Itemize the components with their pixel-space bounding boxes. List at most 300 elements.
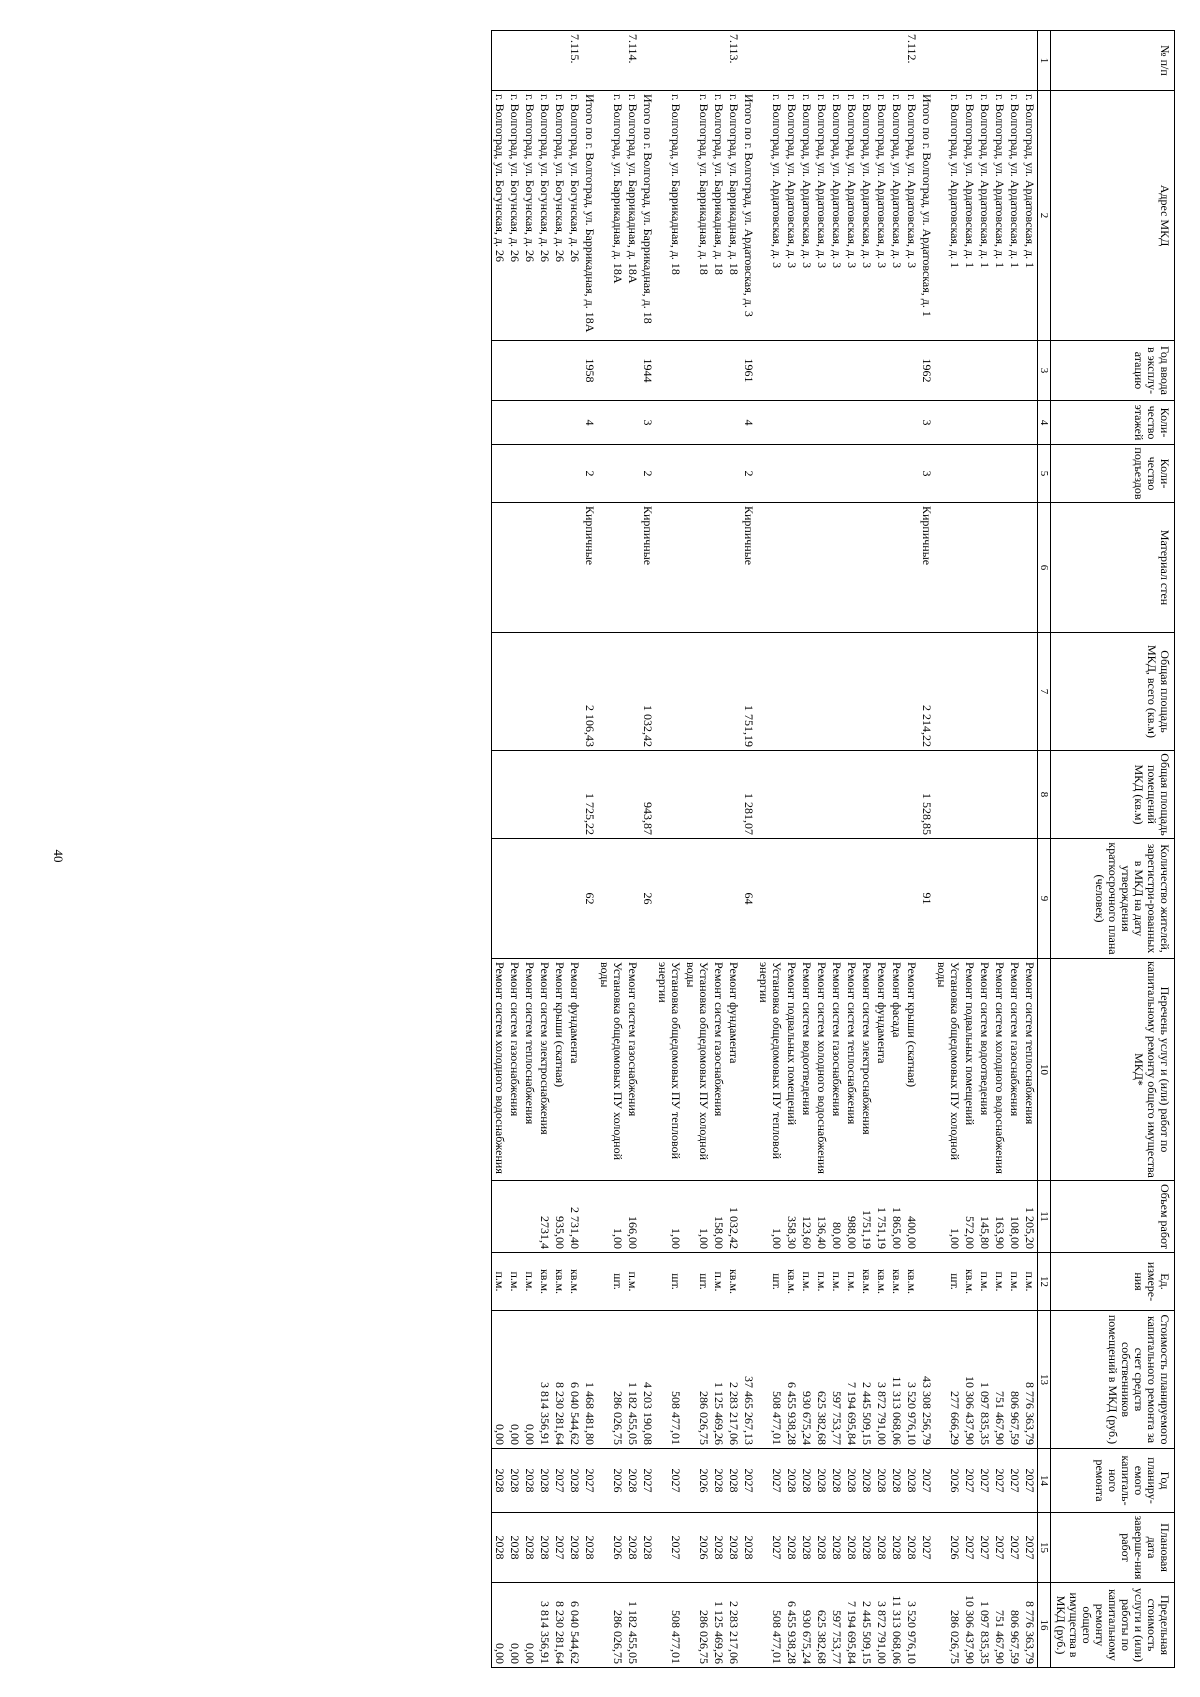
- table-cell: 1 751,19: [741, 633, 756, 751]
- table-cell: [977, 445, 992, 503]
- table-cell: [1007, 751, 1022, 839]
- table-cell: [597, 839, 625, 959]
- table-cell: [567, 445, 582, 503]
- table-cell: 3 814 356,91: [537, 1311, 552, 1449]
- table-cell: [597, 503, 625, 633]
- table-cell: [799, 503, 814, 633]
- table-cell: [567, 503, 582, 633]
- table-cell: [597, 751, 625, 839]
- table-cell: 2028: [492, 1449, 508, 1513]
- table-cell: Установка общедомовых ПУ холодной воды: [597, 959, 625, 1181]
- table-cell: г. Волгоград, ул. Ардатовская, д. 3: [904, 91, 919, 341]
- table-cell: [741, 959, 756, 1181]
- table-cell: Кирпичные: [741, 503, 756, 633]
- column-header-7: Общая площадь МКД, всего (кв.м): [1051, 633, 1175, 751]
- table-cell: 11 313 068,06: [889, 1583, 904, 1668]
- table-cell: [814, 503, 829, 633]
- table-cell: 3 872 791,00: [874, 1311, 889, 1449]
- table-cell: 7.114.: [625, 31, 640, 91]
- table-cell: Ремонт подвальных помещений: [784, 959, 799, 1181]
- table-cell: кв.м.: [567, 1253, 582, 1311]
- table-cell: [874, 503, 889, 633]
- column-header-16: Предельная стоимость услуги и (или) работы по капитальному ремонту общего имущества в МКД (руб.): [1051, 1583, 1175, 1668]
- table-cell: п.м.: [711, 1253, 726, 1311]
- table-cell: [507, 401, 522, 445]
- table-cell: [904, 633, 919, 751]
- table-cell: кв.м.: [874, 1253, 889, 1311]
- table-cell: [784, 503, 799, 633]
- table-cell: [889, 31, 904, 91]
- table-cell: 2028: [741, 1513, 756, 1583]
- table-cell: [683, 503, 711, 633]
- table-cell: шт.: [597, 1253, 625, 1311]
- column-number-16: 16: [1038, 1583, 1051, 1668]
- table-cell: г. Волгоград, ул. Ардатовская, д. 3: [889, 91, 904, 341]
- table-row: [625, 31, 640, 1668]
- table-row: [874, 31, 889, 1668]
- table-cell: 2028: [844, 1449, 859, 1513]
- table-cell: [784, 445, 799, 503]
- table-cell: 1 097 835,35: [977, 1583, 992, 1668]
- table-cell: 145,80: [977, 1181, 992, 1253]
- column-number-12: 12: [1038, 1253, 1051, 1311]
- table-cell: [492, 445, 508, 503]
- table-cell: [726, 401, 741, 445]
- table-row: [1022, 31, 1038, 1668]
- table-cell: 1 725,22: [582, 751, 597, 839]
- table-cell: [726, 751, 741, 839]
- table-cell: [537, 31, 552, 91]
- table-row: [889, 31, 904, 1668]
- table-cell: 2027: [1007, 1513, 1022, 1583]
- table-cell: 4 203 190,08: [640, 1311, 655, 1449]
- table-cell: 1 751,19: [874, 1181, 889, 1253]
- table-cell: [522, 503, 537, 633]
- table-cell: 2027: [741, 1449, 756, 1513]
- table-cell: [625, 839, 640, 959]
- table-cell: [552, 401, 567, 445]
- table-cell: [567, 633, 582, 751]
- table-cell: [537, 633, 552, 751]
- table-cell: 2 445 509,15: [859, 1583, 874, 1668]
- table-cell: [874, 401, 889, 445]
- column-header-8: Общая площадь помещений МКД (кв.м): [1051, 751, 1175, 839]
- table-cell: [597, 401, 625, 445]
- table-cell: [992, 839, 1007, 959]
- table-cell: [625, 341, 640, 401]
- table-cell: 8 776 363,79: [1022, 1311, 1038, 1449]
- table-cell: Ремонт систем холодного водоснабжения: [992, 959, 1007, 1181]
- table-cell: 2 283 217,06: [726, 1311, 741, 1449]
- table-cell: 0,00: [522, 1583, 537, 1668]
- table-cell: 6 040 544,62: [567, 1311, 582, 1449]
- table-cell: 1,00: [934, 1181, 962, 1253]
- table-cell: [829, 401, 844, 445]
- table-cell: Ремонт фундамента: [567, 959, 582, 1181]
- table-cell: [640, 1181, 655, 1253]
- table-row: [683, 31, 711, 1668]
- table-cell: п.м.: [992, 1253, 1007, 1311]
- table-cell: г. Волгоград, ул. Ардатовская, д. 3: [799, 91, 814, 341]
- table-cell: [507, 751, 522, 839]
- table-cell: [683, 839, 711, 959]
- table-cell: [507, 503, 522, 633]
- table-cell: [934, 503, 962, 633]
- table-row: [567, 31, 582, 1668]
- table-cell: [904, 445, 919, 503]
- table-cell: г. Волгоград, ул. Ардатовская, д. 1: [977, 91, 992, 341]
- table-cell: 2028: [799, 1513, 814, 1583]
- table-cell: [741, 1181, 756, 1253]
- table-cell: Итого по г. Волгоград, ул. Ардатовская, д. 3: [741, 91, 756, 341]
- table-cell: [1022, 839, 1038, 959]
- table-cell: 597 753,77: [829, 1583, 844, 1668]
- table-cell: [874, 751, 889, 839]
- table-cell: 751 467,90: [992, 1583, 1007, 1668]
- table-cell: [859, 341, 874, 401]
- table-cell: [934, 341, 962, 401]
- table-cell: 2028: [726, 1513, 741, 1583]
- table-cell: шт.: [934, 1253, 962, 1311]
- table-cell: кв.м.: [784, 1253, 799, 1311]
- table-cell: [919, 1583, 934, 1668]
- table-cell: [844, 31, 859, 91]
- table-cell: [582, 1181, 597, 1253]
- table-cell: г. Волгоград, ул. Богунская, д. 26: [552, 91, 567, 341]
- table-cell: [1022, 31, 1038, 91]
- table-cell: [962, 633, 977, 751]
- table-cell: г. Волгоград, ул. Ардатовская, д. 1: [1022, 91, 1038, 341]
- table-cell: [552, 503, 567, 633]
- table-row: [537, 31, 552, 1668]
- column-number-14: 14: [1038, 1449, 1051, 1513]
- table-cell: 2026: [683, 1513, 711, 1583]
- table-cell: [537, 341, 552, 401]
- table-cell: 2028: [507, 1513, 522, 1583]
- table-cell: 0,00: [507, 1311, 522, 1449]
- table-cell: Ремонт фундамента: [726, 959, 741, 1181]
- table-cell: 37 465 267,13: [741, 1311, 756, 1449]
- table-cell: [1022, 503, 1038, 633]
- table-cell: [1007, 839, 1022, 959]
- table-cell: [522, 839, 537, 959]
- table-row: [859, 31, 874, 1668]
- table-cell: 6 040 544,62: [567, 1583, 582, 1668]
- table-cell: Ремонт систем газоснабжения: [1007, 959, 1022, 1181]
- table-cell: 3 872 791,00: [874, 1583, 889, 1668]
- table-cell: 1 182 455,05: [625, 1583, 640, 1668]
- table-cell: Ремонт систем холодного водоснабжения: [814, 959, 829, 1181]
- table-cell: [962, 31, 977, 91]
- capital-repair-plan-table: [491, 30, 1175, 1668]
- table-cell: шт.: [655, 1253, 683, 1311]
- table-cell: г. Волгоград, ул. Ардатовская, д. 3: [829, 91, 844, 341]
- table-cell: 3 520 976,10: [904, 1583, 919, 1668]
- table-cell: [889, 503, 904, 633]
- column-number-6: 6: [1038, 503, 1051, 633]
- column-number-15: 15: [1038, 1513, 1051, 1583]
- table-cell: 108,00: [1007, 1181, 1022, 1253]
- table-cell: 6 455 938,28: [784, 1583, 799, 1668]
- table-cell: 11 313 068,06: [889, 1311, 904, 1449]
- table-cell: [992, 341, 1007, 401]
- table-cell: [814, 31, 829, 91]
- table-cell: Ремонт крыши (скатная): [552, 959, 567, 1181]
- table-cell: Итого по г. Волгоград, ул. Ардатовская, д. 1: [919, 91, 934, 341]
- table-cell: [962, 839, 977, 959]
- table-cell: [992, 751, 1007, 839]
- table-cell: 1,00: [756, 1181, 784, 1253]
- table-cell: 2: [582, 445, 597, 503]
- table-row: [904, 31, 919, 1668]
- table-cell: Ремонт систем холодного водоснабжения: [492, 959, 508, 1181]
- table-cell: 2026: [597, 1513, 625, 1583]
- column-header-1: № п/п: [1051, 31, 1175, 91]
- table-cell: [552, 751, 567, 839]
- table-cell: 2028: [859, 1449, 874, 1513]
- table-cell: 7 194 695,84: [844, 1583, 859, 1668]
- column-header-12: Ед. измере-ния: [1051, 1253, 1175, 1311]
- table-row: [507, 31, 522, 1668]
- table-cell: 2026: [934, 1449, 962, 1513]
- table-cell: [492, 839, 508, 959]
- table-cell: [919, 959, 934, 1181]
- table-cell: [655, 31, 683, 91]
- table-cell: 1 182 455,05: [625, 1311, 640, 1449]
- table-cell: 123,60: [799, 1181, 814, 1253]
- table-cell: [552, 633, 567, 751]
- table-cell: 91: [919, 839, 934, 959]
- table-cell: [992, 633, 1007, 751]
- table-cell: [962, 503, 977, 633]
- table-cell: 1 528,85: [919, 751, 934, 839]
- page-number: 40: [51, 849, 66, 863]
- column-number-9: 9: [1038, 839, 1051, 959]
- column-header-11: Объем работ: [1051, 1181, 1175, 1253]
- table-cell: [726, 341, 741, 401]
- table-cell: [625, 401, 640, 445]
- table-cell: шт.: [683, 1253, 711, 1311]
- table-cell: [756, 31, 784, 91]
- table-cell: [552, 445, 567, 503]
- column-number-13: 13: [1038, 1311, 1051, 1449]
- table-cell: 930 675,24: [799, 1311, 814, 1449]
- table-cell: 943,87: [640, 751, 655, 839]
- table-cell: 1 281,07: [741, 751, 756, 839]
- table-cell: 2027: [1007, 1449, 1022, 1513]
- table-cell: [597, 445, 625, 503]
- table-cell: [655, 751, 683, 839]
- table-cell: [726, 445, 741, 503]
- table-cell: [829, 503, 844, 633]
- table-row: [655, 31, 683, 1668]
- table-cell: 8 230 281,64: [552, 1583, 567, 1668]
- table-cell: [552, 839, 567, 959]
- table-cell: г. Волгоград, ул. Ардатовская, д. 1: [992, 91, 1007, 341]
- table-cell: 3: [640, 401, 655, 445]
- table-cell: г. Волгоград, ул. Богунская, д. 26: [492, 91, 508, 341]
- table-cell: Ремонт систем газоснабжения: [507, 959, 522, 1181]
- table-cell: 1 032,42: [726, 1181, 741, 1253]
- table-row: [934, 31, 962, 1668]
- table-cell: [507, 445, 522, 503]
- table-cell: [992, 445, 1007, 503]
- table-cell: Ремонт систем теплоснабжения: [522, 959, 537, 1181]
- table-cell: 3 520 976,10: [904, 1311, 919, 1449]
- table-cell: [567, 401, 582, 445]
- table-cell: 8 776 363,79: [1022, 1583, 1038, 1668]
- table-cell: 2028: [625, 1449, 640, 1513]
- table-row: [962, 31, 977, 1668]
- table-cell: [889, 401, 904, 445]
- table-cell: [537, 503, 552, 633]
- table-cell: [992, 31, 1007, 91]
- table-cell: 6 455 938,28: [784, 1311, 799, 1449]
- table-cell: 2: [640, 445, 655, 503]
- table-cell: Ремонт систем водоотведения: [799, 959, 814, 1181]
- table-cell: п.м.: [977, 1253, 992, 1311]
- table-cell: п.м.: [1007, 1253, 1022, 1311]
- table-cell: 1962: [919, 341, 934, 401]
- table-row: [726, 31, 741, 1668]
- table-cell: 1 468 481,80: [582, 1311, 597, 1449]
- table-cell: [640, 1253, 655, 1311]
- table-cell: [889, 633, 904, 751]
- table-cell: Ремонт фундамента: [874, 959, 889, 1181]
- table-cell: кв.м.: [904, 1253, 919, 1311]
- table-row: [552, 31, 567, 1668]
- table-cell: 62: [582, 839, 597, 959]
- table-cell: [492, 31, 508, 91]
- table-cell: п.м.: [625, 1253, 640, 1311]
- table-cell: [1022, 401, 1038, 445]
- table-cell: Ремонт систем теплоснабжения: [844, 959, 859, 1181]
- table-cell: Кирпичные: [640, 503, 655, 633]
- table-cell: г. Волгоград, ул. Ардатовская, д. 3: [814, 91, 829, 341]
- table-cell: [507, 839, 522, 959]
- table-cell: [962, 751, 977, 839]
- table-cell: 10 306 437,90: [962, 1311, 977, 1449]
- table-row: [919, 31, 934, 1668]
- table-cell: [537, 839, 552, 959]
- table-row: [741, 31, 756, 1668]
- table-cell: 1751,19: [859, 1181, 874, 1253]
- table-cell: кв.м.: [962, 1253, 977, 1311]
- table-cell: [799, 31, 814, 91]
- table-cell: Итого по г. Волгоград, ул. Баррикадная, д. 18А: [582, 91, 597, 341]
- table-cell: кв.м.: [537, 1253, 552, 1311]
- table-cell: [582, 1253, 597, 1311]
- table-cell: 136,40: [814, 1181, 829, 1253]
- table-cell: 1,00: [683, 1181, 711, 1253]
- table-cell: 163,90: [992, 1181, 1007, 1253]
- table-cell: [507, 341, 522, 401]
- table-cell: [799, 839, 814, 959]
- table-cell: [829, 341, 844, 401]
- table-cell: [597, 341, 625, 401]
- table-cell: п.м.: [844, 1253, 859, 1311]
- table-row: [799, 31, 814, 1668]
- table-cell: 2026: [934, 1513, 962, 1583]
- column-number-1: 1: [1038, 31, 1051, 91]
- table-cell: [829, 751, 844, 839]
- table-cell: [829, 839, 844, 959]
- table-cell: [625, 751, 640, 839]
- table-cell: Ремонт систем электроснабжения: [859, 959, 874, 1181]
- table-cell: [874, 341, 889, 401]
- table-cell: [741, 1583, 756, 1668]
- table-row: [492, 31, 508, 1668]
- rotated-table-container: [50, 30, 1175, 1667]
- table-cell: шт.: [756, 1253, 784, 1311]
- table-row: [992, 31, 1007, 1668]
- table-row: [640, 31, 655, 1668]
- table-cell: [814, 445, 829, 503]
- table-row: [522, 31, 537, 1668]
- table-cell: 2027: [962, 1449, 977, 1513]
- table-cell: г. Волгоград, ул. Ардатовская, д. 1: [934, 91, 962, 341]
- table-cell: [756, 445, 784, 503]
- table-cell: [859, 445, 874, 503]
- table-cell: 2027: [919, 1449, 934, 1513]
- table-cell: [567, 341, 582, 401]
- table-cell: 751 467,90: [992, 1311, 1007, 1449]
- table-cell: [756, 633, 784, 751]
- table-cell: 2028: [567, 1449, 582, 1513]
- table-cell: 2028: [537, 1513, 552, 1583]
- table-cell: п.м.: [492, 1253, 508, 1311]
- table-cell: [522, 633, 537, 751]
- table-cell: [492, 341, 508, 401]
- table-cell: [1007, 503, 1022, 633]
- table-cell: 930 675,24: [799, 1583, 814, 1668]
- table-cell: 4: [741, 401, 756, 445]
- table-cell: [859, 31, 874, 91]
- table-cell: 286 026,75: [683, 1583, 711, 1668]
- table-cell: [919, 1181, 934, 1253]
- table-cell: г. Волгоград, ул. Ардатовская, д. 3: [756, 91, 784, 341]
- table-cell: [1022, 751, 1038, 839]
- table-cell: [1022, 633, 1038, 751]
- table-cell: [711, 751, 726, 839]
- table-cell: г. Волгоград, ул. Ардатовская, д. 1: [962, 91, 977, 341]
- table-cell: [711, 401, 726, 445]
- table-cell: 1944: [640, 341, 655, 401]
- table-cell: 2028: [625, 1513, 640, 1583]
- table-cell: [597, 633, 625, 751]
- table-cell: 2027: [552, 1449, 567, 1513]
- table-cell: [799, 633, 814, 751]
- table-cell: [567, 839, 582, 959]
- table-cell: [741, 1253, 756, 1311]
- table-cell: [934, 31, 962, 91]
- table-cell: 2028: [711, 1513, 726, 1583]
- table-cell: 2028: [567, 1513, 582, 1583]
- table-cell: п.м.: [799, 1253, 814, 1311]
- table-cell: 2028: [859, 1513, 874, 1583]
- table-cell: [507, 1181, 522, 1253]
- table-cell: 1,00: [597, 1181, 625, 1253]
- table-cell: 286 026,75: [597, 1583, 625, 1668]
- table-cell: 2028: [889, 1513, 904, 1583]
- table-cell: [640, 959, 655, 1181]
- table-cell: 7.115.: [567, 31, 582, 91]
- table-cell: 508 477,01: [756, 1311, 784, 1449]
- table-cell: Установка общедомовых ПУ холодной воды: [934, 959, 962, 1181]
- table-cell: [934, 839, 962, 959]
- table-cell: [859, 401, 874, 445]
- table-cell: [799, 401, 814, 445]
